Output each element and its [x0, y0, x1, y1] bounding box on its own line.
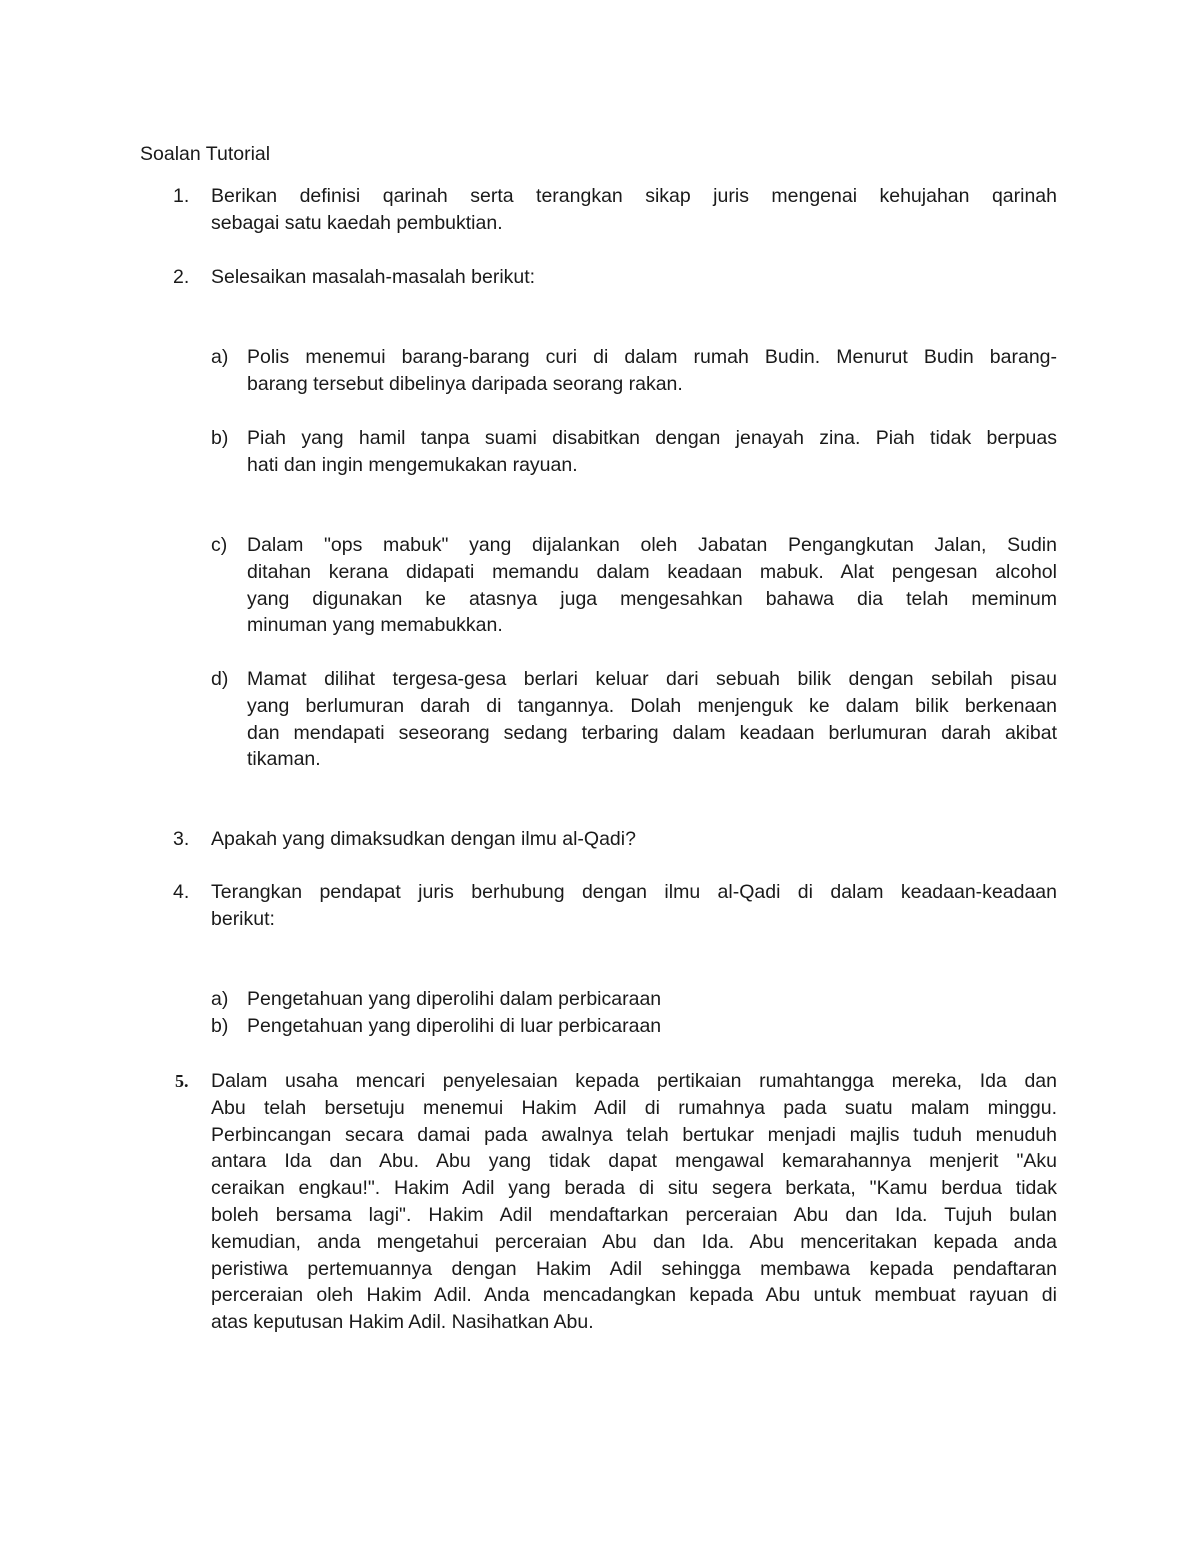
subquestion-text-line: Polis menemui barang-barang curi di dalam rumah Budin. Menurut Budin barang-: [247, 346, 1057, 368]
question-number: 5.: [175, 1071, 189, 1091]
question-number: 3.: [173, 828, 190, 850]
subquestion-2b: [211, 425, 1057, 479]
subquestion-text-line: tikaman.: [247, 748, 321, 771]
question-text-line: Selesaikan masalah-masalah berikut:: [211, 266, 536, 288]
question-text-line: Apakah yang dimaksudkan dengan ilmu al-Qadi?: [211, 828, 636, 850]
question-number: 2.: [173, 266, 190, 288]
subquestion-label: b): [211, 1015, 229, 1037]
question-5: [175, 1068, 1057, 1336]
subquestion-text-line: Piah yang hamil tanpa suami disabitkan dengan jenayah zina. Piah tidak berpuas: [247, 427, 1057, 449]
question-text-line: boleh bersama lagi". Hakim Adil mendaftarkan perceraian Abu dan Ida. Tujuh bulan: [211, 1203, 1057, 1226]
subquestion-2c: [211, 532, 1057, 639]
question-1: [173, 183, 1057, 237]
question-text-line: atas keputusan Hakim Adil. Nasihatkan Abu.: [211, 1311, 594, 1334]
question-text-line: kemudian, anda mengetahui perceraian Abu dan Ida. Abu menceritakan kepada anda: [211, 1230, 1057, 1253]
subquestion-text-line: Dalam "ops mabuk" yang dijalankan oleh Jabatan Pengangkutan Jalan, Sudin: [247, 534, 1057, 556]
question-text-line: peristiwa pertemuannya dengan Hakim Adil sehingga membawa kepada pendaftaran: [211, 1257, 1057, 1280]
question-text-line: Berikan definisi qarinah serta terangkan sikap juris mengenai kehujahan qarinah: [211, 185, 1057, 207]
question-text-line: antara Ida dan Abu. Abu yang tidak dapat mengawal kemarahannya menjerit "Aku: [211, 1150, 1057, 1173]
question-text-line: berikut:: [211, 907, 275, 930]
subquestion-text-line: dan mendapati seseorang sedang terbaring dalam keadaan berlumuran darah akibat: [247, 721, 1057, 744]
subquestion-text-line: yang digunakan ke atasnya juga mengesahkan bahawa dia telah meminum: [247, 587, 1057, 610]
question-4: [173, 879, 1057, 933]
subquestion-label: c): [211, 534, 228, 556]
subquestion-text-line: yang berlumuran darah di tangannya. Dolah menjenguk ke dalam bilik berkenaan: [247, 694, 1057, 717]
question-text-line: sebagai satu kaedah pembuktian.: [211, 211, 503, 234]
question-number: 1.: [173, 185, 190, 207]
question-text-line: Perbincangan secara damai pada awalnya telah bertukar menjadi majlis tuduh menuduh: [211, 1123, 1057, 1146]
question-text-line: perceraian oleh Hakim Adil. Anda mencadangkan kepada Abu untuk membuat rayuan di: [211, 1284, 1057, 1307]
question-text-line: Abu telah bersetuju menemui Hakim Adil di rumahnya pada suatu malam minggu.: [211, 1096, 1057, 1119]
subquestion-text-line: hati dan ingin mengemukakan rayuan.: [247, 453, 578, 476]
question-2: [173, 264, 1057, 291]
subquestion-2a: [211, 344, 1057, 398]
subquestion-label: a): [211, 988, 229, 1010]
subquestion-text-line: ditahan kerana didapati memandu dalam keadaan mabuk. Alat pengesan alcohol: [247, 560, 1057, 583]
subquestion-4b: [211, 1013, 1057, 1040]
subquestion-label: d): [211, 668, 229, 690]
page-title: Soalan Tutorial: [140, 143, 271, 165]
question-text-line: ceraikan engkau!". Hakim Adil yang berada di situ segera berkata, "Kamu berdua tidak: [211, 1177, 1057, 1200]
subquestion-text-line: Pengetahuan yang diperolihi di luar perbicaraan: [247, 1015, 662, 1037]
question-text-line: Dalam usaha mencari penyelesaian kepada pertikaian rumahtangga mereka, Ida dan: [211, 1070, 1057, 1092]
subquestion-text-line: Pengetahuan yang diperolihi dalam perbicaraan: [247, 988, 662, 1010]
subquestion-text-line: barang tersebut dibelinya daripada seorang rakan.: [247, 372, 683, 395]
question-3: [173, 826, 1057, 853]
subquestion-4a: [211, 986, 1057, 1013]
subquestion-text-line: Mamat dilihat tergesa-gesa berlari keluar dari sebuah bilik dengan sebilah pisau: [247, 668, 1057, 690]
question-text-line: Terangkan pendapat juris berhubung dengan ilmu al-Qadi di dalam keadaan-keadaan: [211, 881, 1057, 903]
subquestion-2d: [211, 666, 1057, 773]
subquestion-text-line: minuman yang memabukkan.: [247, 614, 503, 637]
subquestion-label: b): [211, 427, 229, 449]
question-number: 4.: [173, 881, 190, 903]
subquestion-label: a): [211, 346, 229, 368]
